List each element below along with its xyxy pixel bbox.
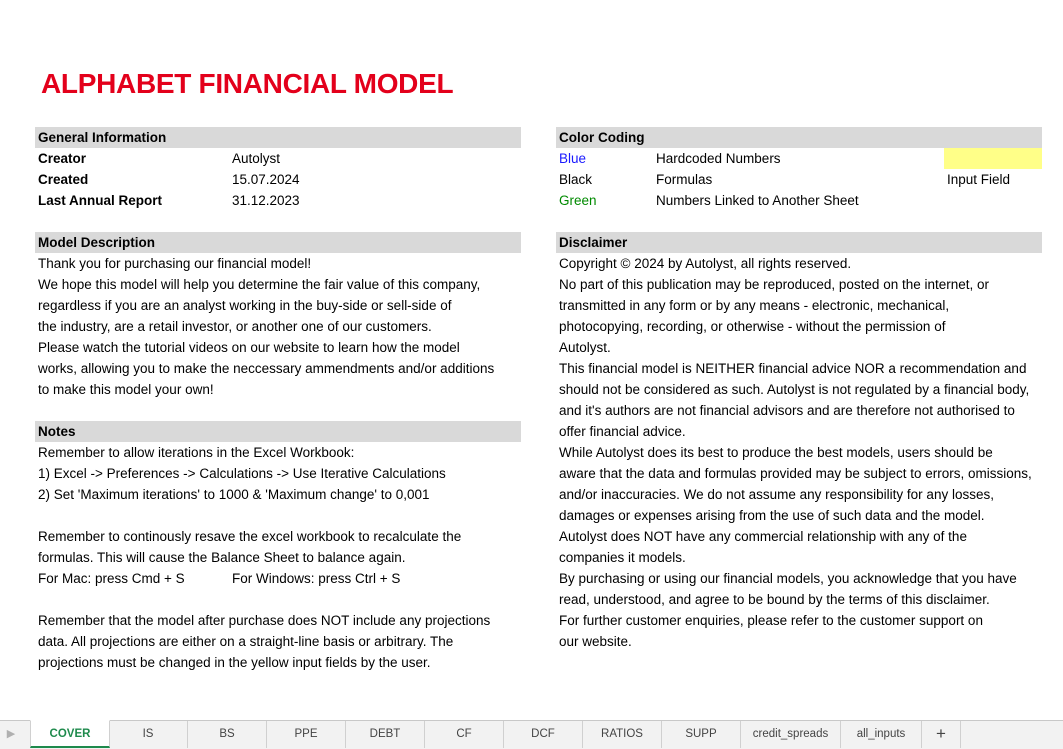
color-desc: Formulas (656, 172, 713, 187)
model-description-header: Model Description (35, 232, 521, 253)
model-description-line: Please watch the tutorial videos on our website to learn how the model (38, 340, 460, 355)
notes-line: 1) Excel -> Preferences -> Calculations -> Use Iterative Calculations (38, 466, 446, 481)
disclaimer-line: and/or inaccuracies. We do not assume any responsibility for any losses, (559, 487, 994, 502)
disclaimer-line: should not be considered as such. Autolyst is not regulated by a financial body, (559, 382, 1030, 397)
model-description-line: regardless if you are an analyst working in the buy-side or sell-side of (38, 298, 452, 313)
notes-line: Remember that the model after purchase does NOT include any projections (38, 613, 491, 628)
general-info-value: 15.07.2024 (232, 172, 300, 187)
spacer (35, 211, 521, 232)
general-info-value: 31.12.2023 (232, 193, 300, 208)
disclaimer-header: Disclaimer (556, 232, 1042, 253)
spacer (556, 211, 1042, 232)
sheet-tab-dcf[interactable]: DCF (504, 721, 583, 748)
notes-shortcut-line (35, 568, 521, 589)
color-coding-row-black (556, 169, 1042, 190)
input-field-swatch[interactable] (944, 148, 1042, 169)
disclaimer-line: transmitted in any form or by any means - electronic, mechanical, (559, 298, 950, 313)
disclaimer-line: and it's authors are not financial advisors and are therefore not authorised to (559, 403, 1015, 418)
add-sheet-plus-icon[interactable]: + (922, 721, 961, 748)
general-info-header: General Information (35, 127, 521, 148)
sheet-tab-supp[interactable]: SUPP (662, 721, 741, 748)
general-info-key: Creator (38, 151, 87, 166)
disclaimer-line: For further customer enquiries, please refer to the customer support on (559, 613, 983, 628)
disclaimer-line: aware that the data and formulas provided may be subject to errors, omissions, (559, 466, 1032, 481)
general-info-row-created (35, 169, 521, 190)
sheet-tab-cover[interactable]: COVER (30, 720, 110, 748)
sheet-tab-bar (0, 720, 1063, 749)
notes-line: formulas. This will cause the Balance Sheet to balance again. (38, 550, 406, 565)
sheet-tab-credit-spreads[interactable]: credit_spreads (741, 721, 841, 748)
model-description-line: works, allowing you to make the neccessary ammendments and/or additions (38, 361, 495, 376)
notes-line: 2) Set 'Maximum iterations' to 1000 & 'Maximum change' to 0,001 (38, 487, 430, 502)
model-description-line: to make this model your own! (38, 382, 214, 397)
notes-line: projections must be changed in the yellow input fields by the user. (38, 655, 431, 670)
general-info-key: Last Annual Report (38, 193, 163, 208)
color-name: Blue (559, 151, 587, 166)
model-description-line: Thank you for purchasing our financial model! (38, 256, 312, 271)
model-description-line: the industry, are a retail investor, or another one of our customers. (38, 319, 432, 334)
windows-shortcut-text: For Windows: press Ctrl + S (232, 571, 401, 586)
sheet-tab-is[interactable]: IS (109, 721, 188, 748)
sheet-tab-ratios[interactable]: RATIOS (583, 721, 662, 748)
color-name: Black (559, 172, 593, 187)
general-info-row-creator (35, 148, 521, 169)
disclaimer-line: By purchasing or using our financial models, you acknowledge that you have (559, 571, 1017, 586)
spacer (35, 505, 521, 526)
notes-header: Notes (35, 421, 521, 442)
general-info-row-last-report (35, 190, 521, 211)
sheet-nav-arrow-icon[interactable]: ▶ (6, 728, 16, 740)
right-column (556, 127, 1042, 652)
disclaimer-line: While Autolyst does its best to produce the best models, users should be (559, 445, 993, 460)
input-field-label: Input Field (947, 172, 1011, 187)
disclaimer-line: Autolyst does NOT have any commercial relationship with any of the (559, 529, 967, 544)
disclaimer-line: companies it models. (559, 550, 686, 565)
general-info-value: Autolyst (232, 151, 281, 166)
spacer (35, 589, 521, 610)
disclaimer-line: damages or expenses arising from the use of such data and the model. (559, 508, 985, 523)
left-column (35, 127, 521, 673)
disclaimer-line: Copyright © 2024 by Autolyst, all rights reserved. (559, 256, 852, 271)
color-desc: Numbers Linked to Another Sheet (656, 193, 859, 208)
notes-line: Remember to allow iterations in the Excel Workbook: (38, 445, 355, 460)
sheet-tab-bs[interactable]: BS (188, 721, 267, 748)
disclaimer-line: photocopying, recording, or otherwise - without the permission of (559, 319, 946, 334)
general-info-key: Created (38, 172, 89, 187)
sheet-tab-debt[interactable]: DEBT (346, 721, 425, 748)
mac-shortcut-text: For Mac: press Cmd + S (38, 571, 185, 586)
disclaimer-line: read, understood, and agree to be bound by the terms of this disclaimer. (559, 592, 990, 607)
color-coding-row-blue (556, 148, 1042, 169)
model-description-line: We hope this model will help you determine the fair value of this company, (38, 277, 481, 292)
disclaimer-line: Autolyst. (559, 340, 611, 355)
disclaimer-line: offer financial advice. (559, 424, 686, 439)
notes-line: data. All projections are either on a straight-line basis or arbitrary. The (38, 634, 454, 649)
disclaimer-line: This financial model is NEITHER financial advice NOR a recommendation and (559, 361, 1027, 376)
disclaimer-line: our website. (559, 634, 632, 649)
page-title: ALPHABET FINANCIAL MODEL (41, 68, 454, 99)
disclaimer-body (556, 253, 1042, 652)
color-name: Green (559, 193, 597, 208)
disclaimer-line: No part of this publication may be reproduced, posted on the internet, or (559, 277, 990, 292)
sheet-tab-ppe[interactable]: PPE (267, 721, 346, 748)
color-coding-header: Color Coding (556, 127, 1042, 148)
color-coding-row-green (556, 190, 1042, 211)
notes-line: Remember to continously resave the excel workbook to recalculate the (38, 529, 462, 544)
sheet-tab-all-inputs[interactable]: all_inputs (841, 721, 922, 748)
spacer (35, 400, 521, 421)
sheet-tab-cf[interactable]: CF (425, 721, 504, 748)
color-desc: Hardcoded Numbers (656, 151, 781, 166)
